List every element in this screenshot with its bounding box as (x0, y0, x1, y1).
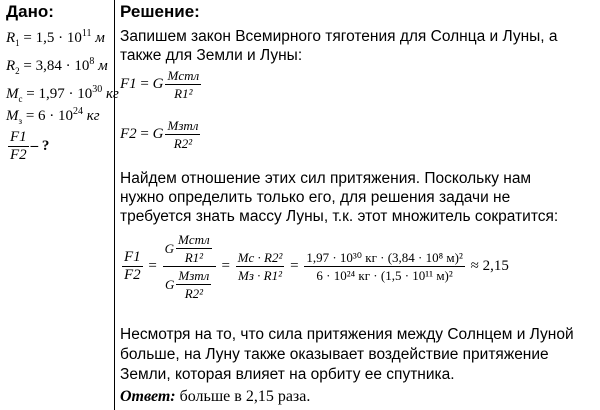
given-column (2, 0, 119, 410)
given-mz: $M_з = 6 \cdot 10^{24}$ кг (6, 106, 100, 126)
find-fraction: $\frac{F1}{F2}$ (10, 129, 27, 163)
given-mc: $M_c = 1,97 \cdot 10^{30}$ кг (6, 84, 119, 104)
given-heading: Дано: (6, 2, 54, 21)
formula-f1: F1 = G $\frac{\text{Mcmл}}{\text{R1²}}$ (120, 68, 200, 101)
solution-heading: Решение: (120, 2, 200, 21)
intro-line-2: также для Земли и Луны: (120, 47, 303, 64)
answer-label: Ответ: (120, 388, 176, 405)
formula-ratio: $\frac{F1}{F2}$ = G $\frac{\text{Mcmл}}{\text{R1²}}$ G $\frac{\text{Mзmл}}{\text{R2²}}$ = $\frac{\text{Mc · R2²}}{\text{Mз · R1²}}$ = $\frac{\text{1,97 · 10³⁰ кг · (3,84 · 10⁸ м)²}}{\text{6 · 10²⁴ кг · (1,5 · 10¹¹ м)²}}$ ≈ 2,15 (124, 232, 509, 301)
conclusion-line-1: Несмотря на то, что сила притяжения между Солнцем и Луной (120, 326, 574, 343)
conclusion-line-3: Земли, которая влияет на орбиту ее спутника. (120, 366, 455, 383)
column-divider (114, 0, 115, 410)
solution-column (120, 0, 598, 410)
middle-line-3: требуется знать массу Луны, т.к. этот множитель сократится: (120, 208, 559, 225)
ratio-result: ≈ 2,15 (470, 258, 509, 274)
formula-f2-fraction: $\frac{\text{Mзmл}}{\text{R2²}}$ (167, 118, 199, 151)
answer-line (120, 388, 310, 406)
middle-line-1: Найдем отношение этих сил притяжения. Поскольку нам (120, 170, 532, 187)
ratio-step2-fraction: $\frac{\text{Mc · R2²}}{\text{Mз · R1²}}$ (237, 250, 283, 283)
formula-f1-fraction: $\frac{\text{Mcmл}}{\text{R1²}}$ (167, 68, 200, 101)
intro-line-1: Запишем закон Всемирного тяготения для Солнца и Луны, а (120, 28, 558, 45)
conclusion-line-2: больше, на Луну также оказывает воздействие притяжение (120, 346, 549, 363)
given-r1: $R_1 = 1,5 \cdot 10^{11}$ м (6, 28, 105, 48)
given-find: $\frac{F1}{F2}$ – ? (10, 129, 50, 163)
ratio-lhs-fraction: $\frac{F1}{F2}$ (124, 249, 141, 283)
ratio-step3-fraction: $\frac{\text{1,97 · 10³⁰ кг · (3,84 · 10⁸ м)²}}{\text{6 · 10²⁴ кг · (1,5 · 10¹¹ м)²}}$ (306, 250, 463, 283)
given-r2: $R_2 = 3,84 \cdot 10^8$ м (6, 56, 108, 76)
middle-line-2: нужно определить только его, для решения задачи не (120, 189, 511, 206)
ratio-complex-fraction: G $\frac{\text{Mcmл}}{\text{R1²}}$ G $\frac{\text{Mзmл}}{\text{R2²}}$ (163, 232, 216, 301)
formula-f2: F2 = G $\frac{\text{Mзmл}}{\text{R2²}}$ (120, 118, 199, 151)
answer-text: больше в 2,15 раза. (175, 388, 311, 405)
